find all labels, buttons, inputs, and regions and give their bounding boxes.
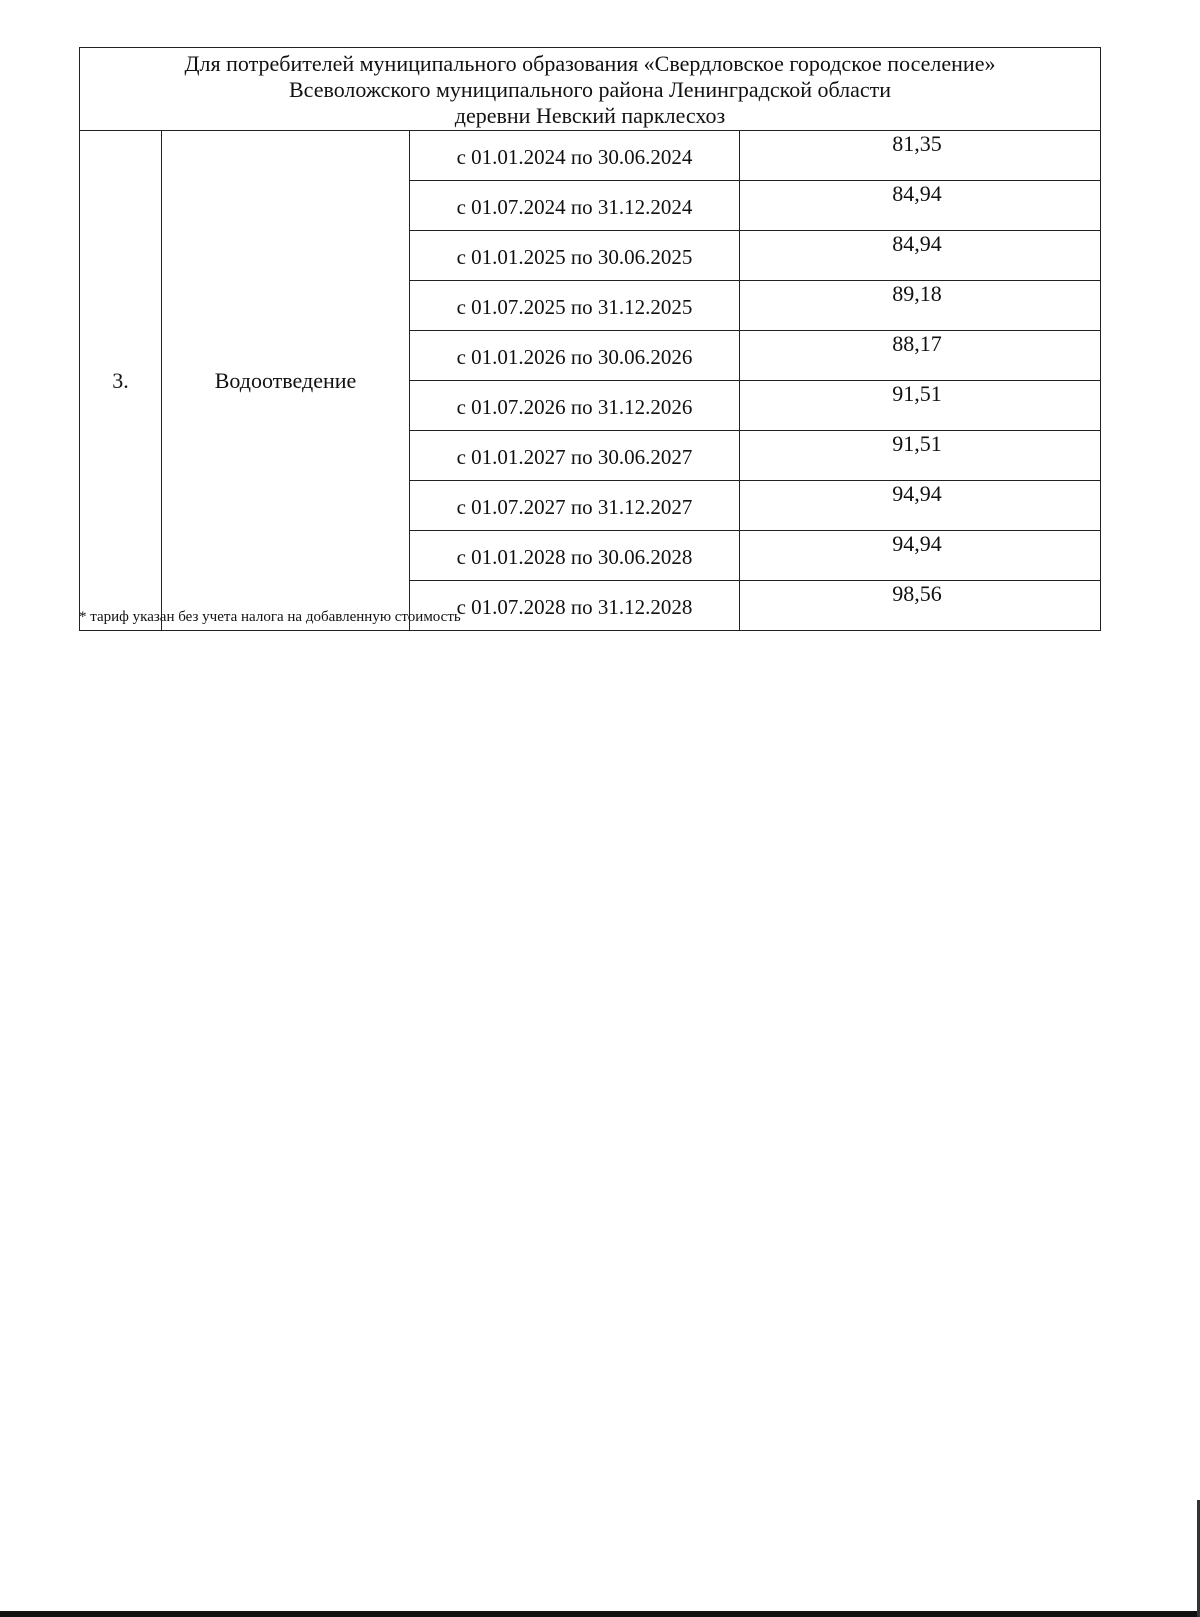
header-line-1: Для потребителей муниципального образования «Свердловское городское поселение» — [184, 51, 996, 76]
tariff-value: 91,51 — [892, 381, 942, 406]
tariff-table-body — [80, 48, 1101, 631]
tariff-value-cell — [740, 231, 1101, 281]
period-cell: с 01.01.2028 по 30.06.2028 — [410, 531, 740, 581]
tariff-value-cell — [740, 381, 1101, 431]
tariff-value: 89,18 — [892, 281, 942, 306]
service-name-cell: Водоотведение — [162, 131, 410, 631]
tariff-value: 84,94 — [892, 181, 942, 206]
tariff-value: 84,94 — [892, 231, 942, 256]
tariff-value-cell — [740, 331, 1101, 381]
header-line-2: Всеволожского муниципального района Ленинградской области — [288, 77, 892, 102]
table-header — [80, 48, 1101, 131]
tariff-value: 94,94 — [892, 481, 942, 506]
period-cell: с 01.01.2025 по 30.06.2025 — [410, 231, 740, 281]
tariff-value: 91,51 — [892, 431, 942, 456]
period-cell: с 01.01.2027 по 30.06.2027 — [410, 431, 740, 481]
tariff-value: 98,56 — [892, 581, 942, 606]
tariff-value-cell — [740, 481, 1101, 531]
footnote: * тариф указан без учета налога на добавленную стоимость — [79, 609, 461, 625]
period-cell: с 01.07.2024 по 31.12.2024 — [410, 181, 740, 231]
tariff-value: 94,94 — [892, 531, 942, 556]
table-header-row — [80, 48, 1101, 131]
period-cell: с 01.01.2024 по 30.06.2024 — [410, 131, 740, 181]
tariff-value-cell — [740, 581, 1101, 631]
period-cell: с 01.07.2026 по 31.12.2026 — [410, 381, 740, 431]
scan-bottom-border — [0, 1611, 1200, 1617]
table-row — [80, 131, 1101, 181]
period-cell: с 01.07.2025 по 31.12.2025 — [410, 281, 740, 331]
tariff-value-cell — [740, 281, 1101, 331]
row-number-cell: 3. — [80, 131, 162, 631]
tariff-value: 81,35 — [892, 131, 942, 156]
period-cell: с 01.01.2026 по 30.06.2026 — [410, 331, 740, 381]
period-cell: с 01.07.2027 по 31.12.2027 — [410, 481, 740, 531]
tariff-table — [79, 47, 1101, 631]
header-line-3: деревни Невский парклесхоз — [454, 103, 726, 128]
tariff-value-cell — [740, 531, 1101, 581]
period-cell: с 01.07.2028 по 31.12.2028 — [410, 581, 740, 631]
tariff-value-cell — [740, 181, 1101, 231]
tariff-value-cell — [740, 131, 1101, 181]
tariff-value: 88,17 — [892, 331, 942, 356]
tariff-value-cell — [740, 431, 1101, 481]
